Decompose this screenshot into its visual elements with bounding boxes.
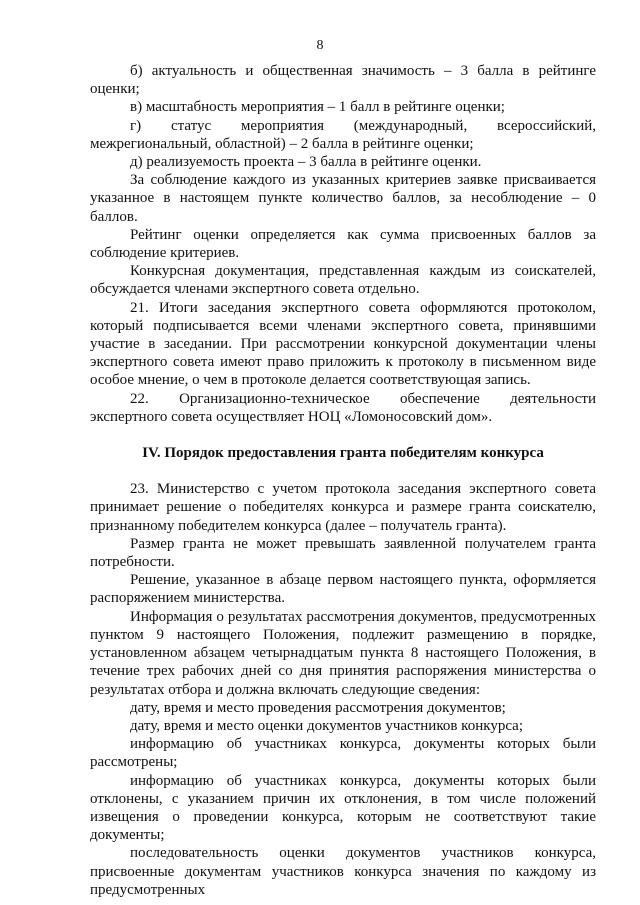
paragraph: информацию об участниках конкурса, документы которых были рассмотрены; <box>90 736 596 771</box>
paragraph: Решение, указанное в абзаце первом настоящего пункта, оформляется распоряжением министерства. <box>90 572 596 607</box>
paragraph: 23. Министерство с учетом протокола заседания экспертного совета принимает решение о победителях конкурса и размере гранта соискателю, признанному победителем конкурса (далее – получатель гранта). <box>90 481 596 534</box>
paragraph: Информация о результатах рассмотрения документов, предусмотренных пунктом 9 настоящего Положения, подлежит размещению в порядке, установленном абзацем четырнадцатым пункта 8 настоящего Положения, в течение трех рабочих дней со дня принятия распоряжения министерства о результатах отбора и должна включать следующие сведения: <box>90 608 596 698</box>
paragraph: Рейтинг оценки определяется как сумма присвоенных баллов за соблюдение критериев. <box>90 226 596 262</box>
paragraph: дату, время и место оценки документов участников конкурса; <box>130 717 523 734</box>
paragraph: За соблюдение каждого из указанных критериев заявке присваивается указанное в настоящем пункте количество баллов, за несоблюдение – 0 баллов. <box>90 172 596 225</box>
paragraph: дату, время и место проведения рассмотрения документов; <box>130 699 506 716</box>
paragraph: информацию об участниках конкурса, документы которых были отклонены, с указанием причин их отклонения, в том числе положений извещения о проведении конкурса, которым не соответствуют такие документы; <box>90 772 596 844</box>
paragraph: последовательность оценки документов участников конкурса, присвоенные документам участников конкурса значения по каждому из предусмотренных <box>90 845 596 898</box>
paragraph: 22. Организационно-техническое обеспечение деятельности экспертного совета осуществляет НОЦ «Ломоносовский дом». <box>90 390 596 425</box>
paragraph: б) актуальность и общественная значимость – 3 балла в рейтинге оценки; <box>90 63 596 98</box>
section-heading: IV. Порядок предоставления гранта победителям конкурса <box>142 445 544 462</box>
paragraph: Конкурсная документация, представленная каждым из соискателей, обсуждается членами экспертного совета отдельно. <box>90 263 596 298</box>
paragraph: в) масштабность мероприятия – 1 балл в рейтинге оценки; <box>130 99 505 116</box>
paragraph: г) статус мероприятия (международный, всероссийский, межрегиональный, областной) – 2 балла в рейтинге оценки; <box>90 117 596 152</box>
paragraph: 21. Итоги заседания экспертного совета оформляются протоколом, который подписывается всеми членами экспертного совета, принявшими участие в заседании. При рассмотрении конкурсной документации члены экспертного совета имеют право приложить к протоколу в письменном виде особое мнение, о чем в протоколе делается соответствующая запись. <box>90 299 596 389</box>
page-number: 8 <box>316 38 324 53</box>
paragraph: д) реализуемость проекта – 3 балла в рейтинге оценки. <box>130 154 482 171</box>
paragraph: Размер гранта не может превышать заявленной получателем гранта потребности. <box>90 535 596 571</box>
document-body <box>90 62 596 899</box>
